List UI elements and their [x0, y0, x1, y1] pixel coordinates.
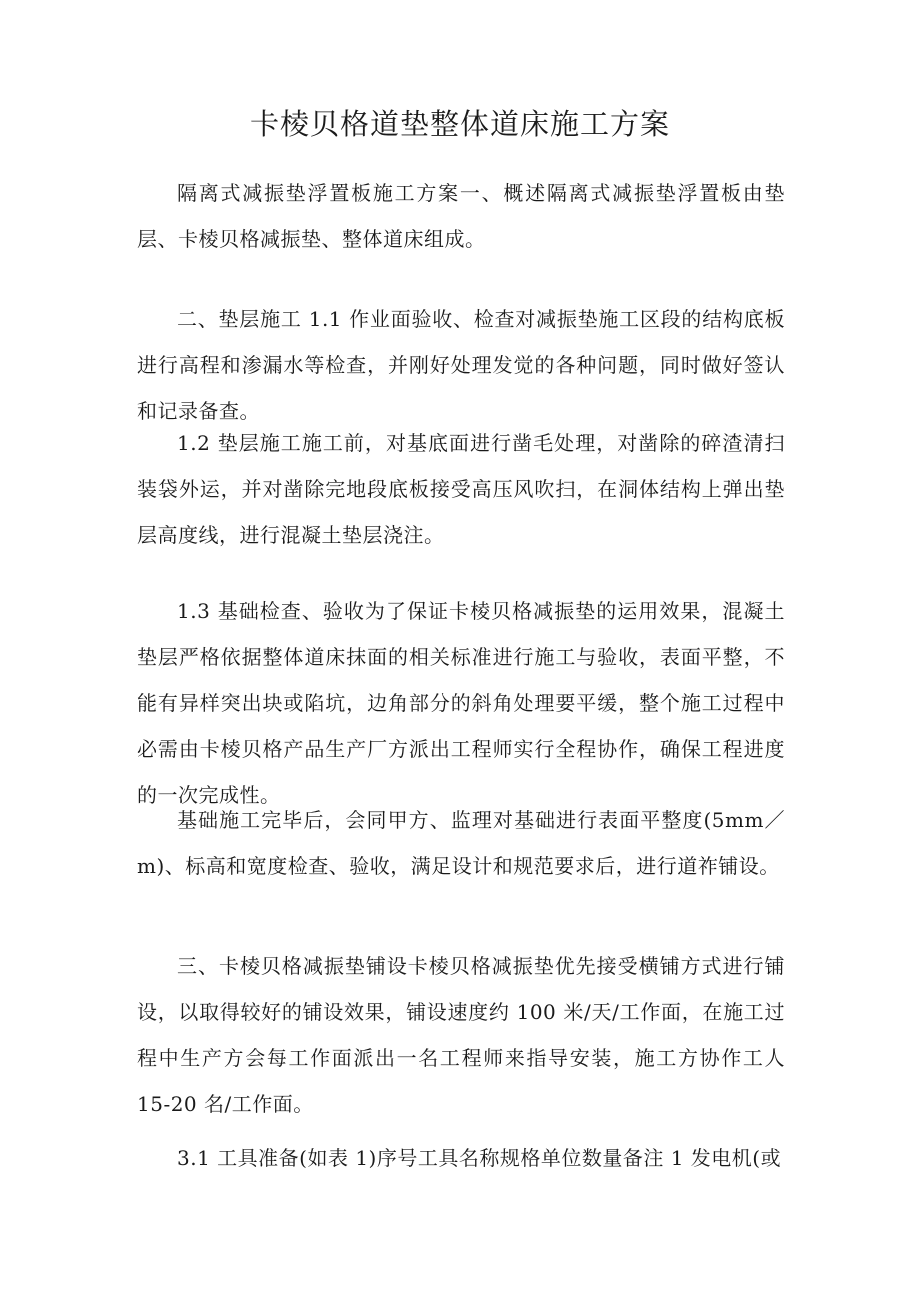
paragraph-pad-laying: 三、卡棱贝格减振垫铺设卡棱贝格减振垫优先接受横铺方式进行铺设，以取得较好的铺设效果，铺设速度约 100 米/天/工作面，在施工过程中生产方会每工作面派出一名工程师来指导安装，施工方协作工人 15-20 名/工作面。: [137, 954, 785, 1116]
paragraph-overview: 隔离式减振垫浮置板施工方案一、概述隔离式减振垫浮置板由垫层、卡棱贝格减振垫、整体道床组成。: [137, 181, 785, 251]
paragraph-foundation-inspection: 1.3 基础检查、验收为了保证卡棱贝格减振垫的运用效果，混凝土垫层严格依据整体道床抹面的相关标准进行施工与验收，表面平整，不能有异样突出块或陷坑，边角部分的斜角处理要平缓，整个施工过程中必需由卡棱贝格产品生产厂方派出工程师实行全程协作，确保工程进度的一次完成性。: [137, 599, 785, 807]
paragraph-foundation-completion: 基础施工完毕后，会同甲方、监理对基础进行表面平整度(5mm／m)、标高和宽度检查、验收，满足设计和规范要求后，进行道祚铺设。: [137, 808, 785, 878]
paragraph-cushion-construction: 1.2 垫层施工施工前，对基底面进行凿毛处理，对凿除的碎渣清扫装袋外运，并对凿除完地段底板接受高压风吹扫，在洞体结构上弹出垫层高度线，进行混凝土垫层浇注。: [137, 431, 785, 547]
paragraph-tool-preparation: 3.1 工具准备(如表 1)序号工具名称规格单位数量备注 1 发电机(或: [177, 1146, 782, 1170]
paragraph-cushion-acceptance: 二、垫层施工 1.1 作业面验收、检查对减振垫施工区段的结构底板进行高程和渗漏水等检查，并刚好处理发觉的各种问题，同时做好签认和记录备查。: [137, 307, 785, 423]
document-title: 卡棱贝格道垫整体道床施工方案: [249, 107, 670, 141]
